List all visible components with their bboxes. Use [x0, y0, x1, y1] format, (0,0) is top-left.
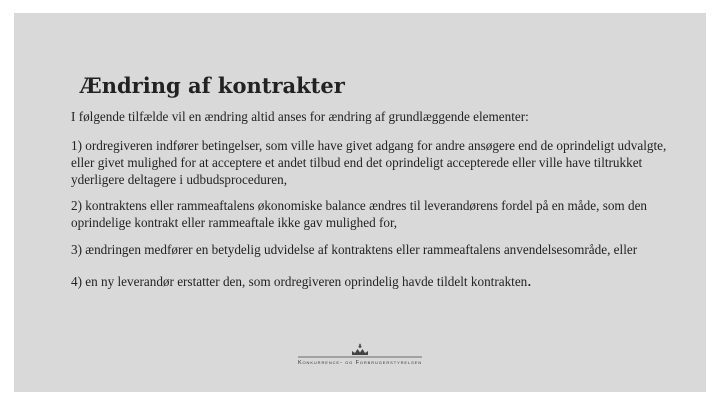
agency-name: Konkurrence- og Forbrugerstyrelsen [297, 360, 423, 366]
list-item-4-period: . [527, 271, 532, 290]
slide-title: Ændring af kontrakter [80, 73, 345, 98]
list-item-3: 3) ændringen medfører en betydelig udvidelse af kontraktens eller rammeaftalens anvendelsesområde, eller [71, 242, 638, 257]
list-item-1: 1) ordregiveren indfører betingelser, som ville have givet adgang for andre ansøgere end de oprindeligt udvalgte, eller givet mulighed for at acceptere et andet tilbud end det oprindeligt accepterede eller ville have tiltrukket yderligere deltagere i udbudsproceduren, [71, 138, 667, 187]
list-item-4 [71, 272, 691, 290]
intro-paragraph: I følgende tilfælde vil en ændring altid anses for ændring af grundlæggende elementer: [71, 109, 529, 124]
crown-icon [280, 343, 440, 359]
list-item-2: 2) kontraktens eller rammeaftalens økonomiske balance ændres til leverandørens fordel på en måde, som den oprindelige kontrakt eller rammeaftale ikke gav mulighed for, [71, 198, 648, 230]
slide-body [71, 108, 691, 290]
agency-logo [14, 343, 706, 366]
list-item-4-text: 4) en ny leverandør erstatter den, som ordregiveren oprindelig havde tildelt kontrakten [71, 274, 528, 289]
slide [14, 13, 706, 392]
